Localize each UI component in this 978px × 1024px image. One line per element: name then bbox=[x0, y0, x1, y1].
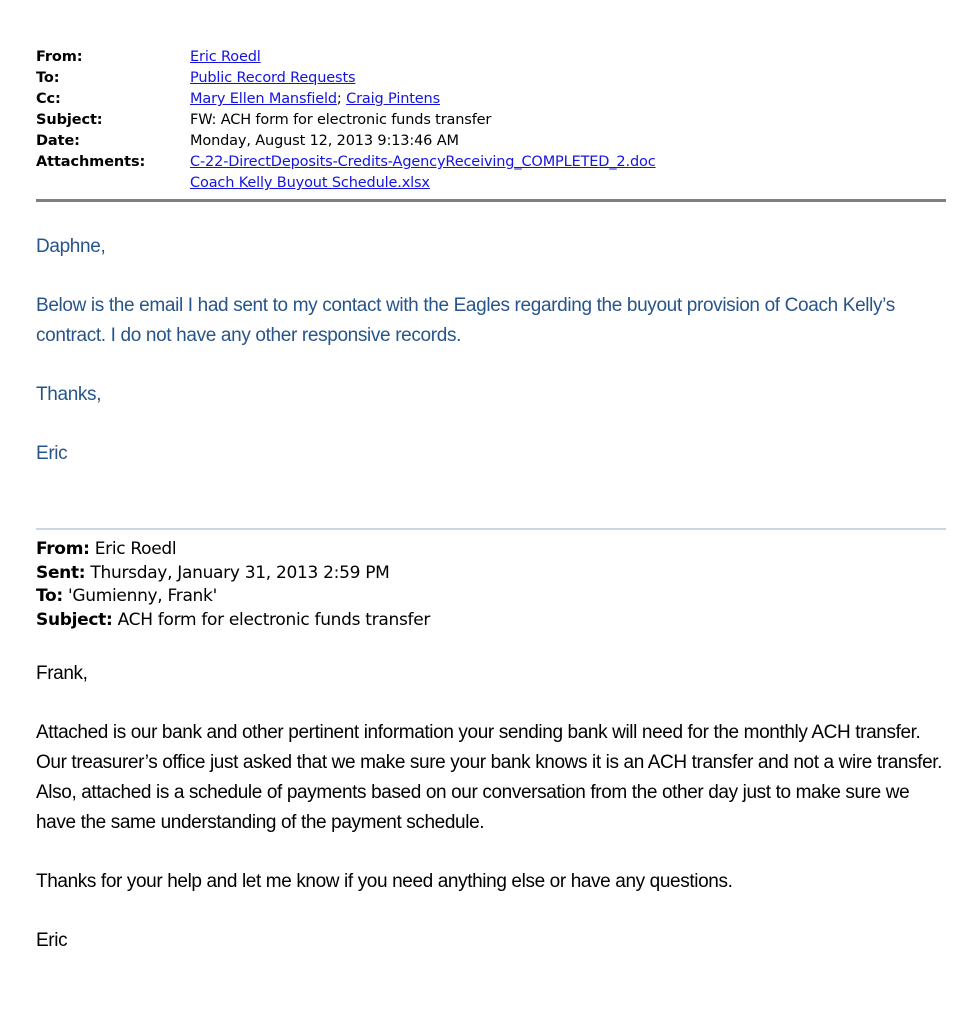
forwarded-sent-value: Thursday, January 31, 2013 2:59 PM bbox=[90, 562, 390, 583]
forwarded-row-to bbox=[36, 585, 941, 609]
intro-message-body bbox=[36, 232, 941, 498]
forwarded-paragraph-2: Thanks for your help and let me know if you need anything else or have any questions. bbox=[36, 871, 733, 892]
from-recipient-link[interactable]: Eric Roedl bbox=[190, 49, 261, 65]
subject-label: Subject: bbox=[36, 112, 103, 128]
header-row-attachments bbox=[36, 152, 946, 194]
intro-paragraph: Below is the email I had sent to my contact with the Eagles regarding the buyout provision of Coach Kelly’s contract. I do not have any other responsive records. bbox=[36, 295, 895, 346]
subject-value: FW: ACH form for electronic funds transfer bbox=[190, 112, 492, 128]
cc-recipient-link-2[interactable]: Craig Pintens bbox=[346, 91, 440, 107]
to-value bbox=[190, 68, 946, 89]
forwarded-from-value: Eric Roedl bbox=[94, 539, 177, 559]
forwarded-paragraph-1: Attached is our bank and other pertinent information your sending bank will need for the monthly ACH transfer. Our treasurer’s office just asked that we make sure your bank knows it is an ACH transfer and not a wire transfer. Also, attached is a schedule of payments based on our conversation from the other day just to make sure we have the same understanding of the payment schedule. bbox=[36, 722, 943, 833]
forwarded-row-subject bbox=[36, 609, 941, 633]
forwarded-sent-label: Sent: bbox=[36, 562, 86, 583]
cc-separator: ; bbox=[336, 91, 342, 107]
forwarded-subject-value: ACH form for electronic funds transfer bbox=[117, 609, 431, 630]
header-row-from bbox=[36, 47, 946, 68]
forwarded-to-label: To: bbox=[36, 586, 63, 606]
email-header-block bbox=[36, 47, 946, 194]
date-label: Date: bbox=[36, 133, 80, 149]
forwarded-divider-rule bbox=[36, 528, 946, 530]
forwarded-row-sent bbox=[36, 562, 941, 586]
forwarded-message-body bbox=[36, 659, 944, 956]
header-row-cc bbox=[36, 89, 946, 110]
to-recipient-link[interactable]: Public Record Requests bbox=[190, 70, 356, 86]
header-row-subject bbox=[36, 110, 946, 131]
header-row-to bbox=[36, 68, 946, 89]
forwarded-header-block bbox=[36, 538, 941, 632]
forwarded-row-from bbox=[36, 538, 941, 562]
forwarded-from-label: From: bbox=[36, 539, 90, 559]
attachment-link-1[interactable]: C-22-DirectDeposits-Credits-AgencyReceiving_COMPLETED_2.doc bbox=[190, 154, 656, 170]
forwarded-signature: Eric bbox=[36, 930, 68, 951]
to-label: To: bbox=[36, 70, 60, 86]
header-divider-rule bbox=[36, 199, 946, 202]
date-value: Monday, August 12, 2013 9:13:46 AM bbox=[190, 133, 459, 149]
attachment-link-2[interactable]: Coach Kelly Buyout Schedule.xlsx bbox=[190, 175, 430, 191]
intro-signature: Eric bbox=[36, 443, 68, 464]
header-row-date bbox=[36, 131, 946, 152]
attachments-label: Attachments: bbox=[36, 154, 146, 170]
from-label: From: bbox=[36, 49, 83, 65]
intro-closing: Thanks, bbox=[36, 384, 102, 405]
forwarded-greeting: Frank, bbox=[36, 663, 88, 684]
attachments-value bbox=[190, 152, 946, 194]
forwarded-to-value: 'Gumienny, Frank' bbox=[68, 586, 217, 606]
cc-recipient-link-1[interactable]: Mary Ellen Mansfield bbox=[190, 91, 337, 107]
forwarded-subject-label: Subject: bbox=[36, 609, 113, 630]
cc-label: Cc: bbox=[36, 91, 61, 107]
cc-value bbox=[190, 89, 946, 110]
intro-greeting: Daphne, bbox=[36, 236, 106, 257]
from-value bbox=[190, 47, 946, 68]
